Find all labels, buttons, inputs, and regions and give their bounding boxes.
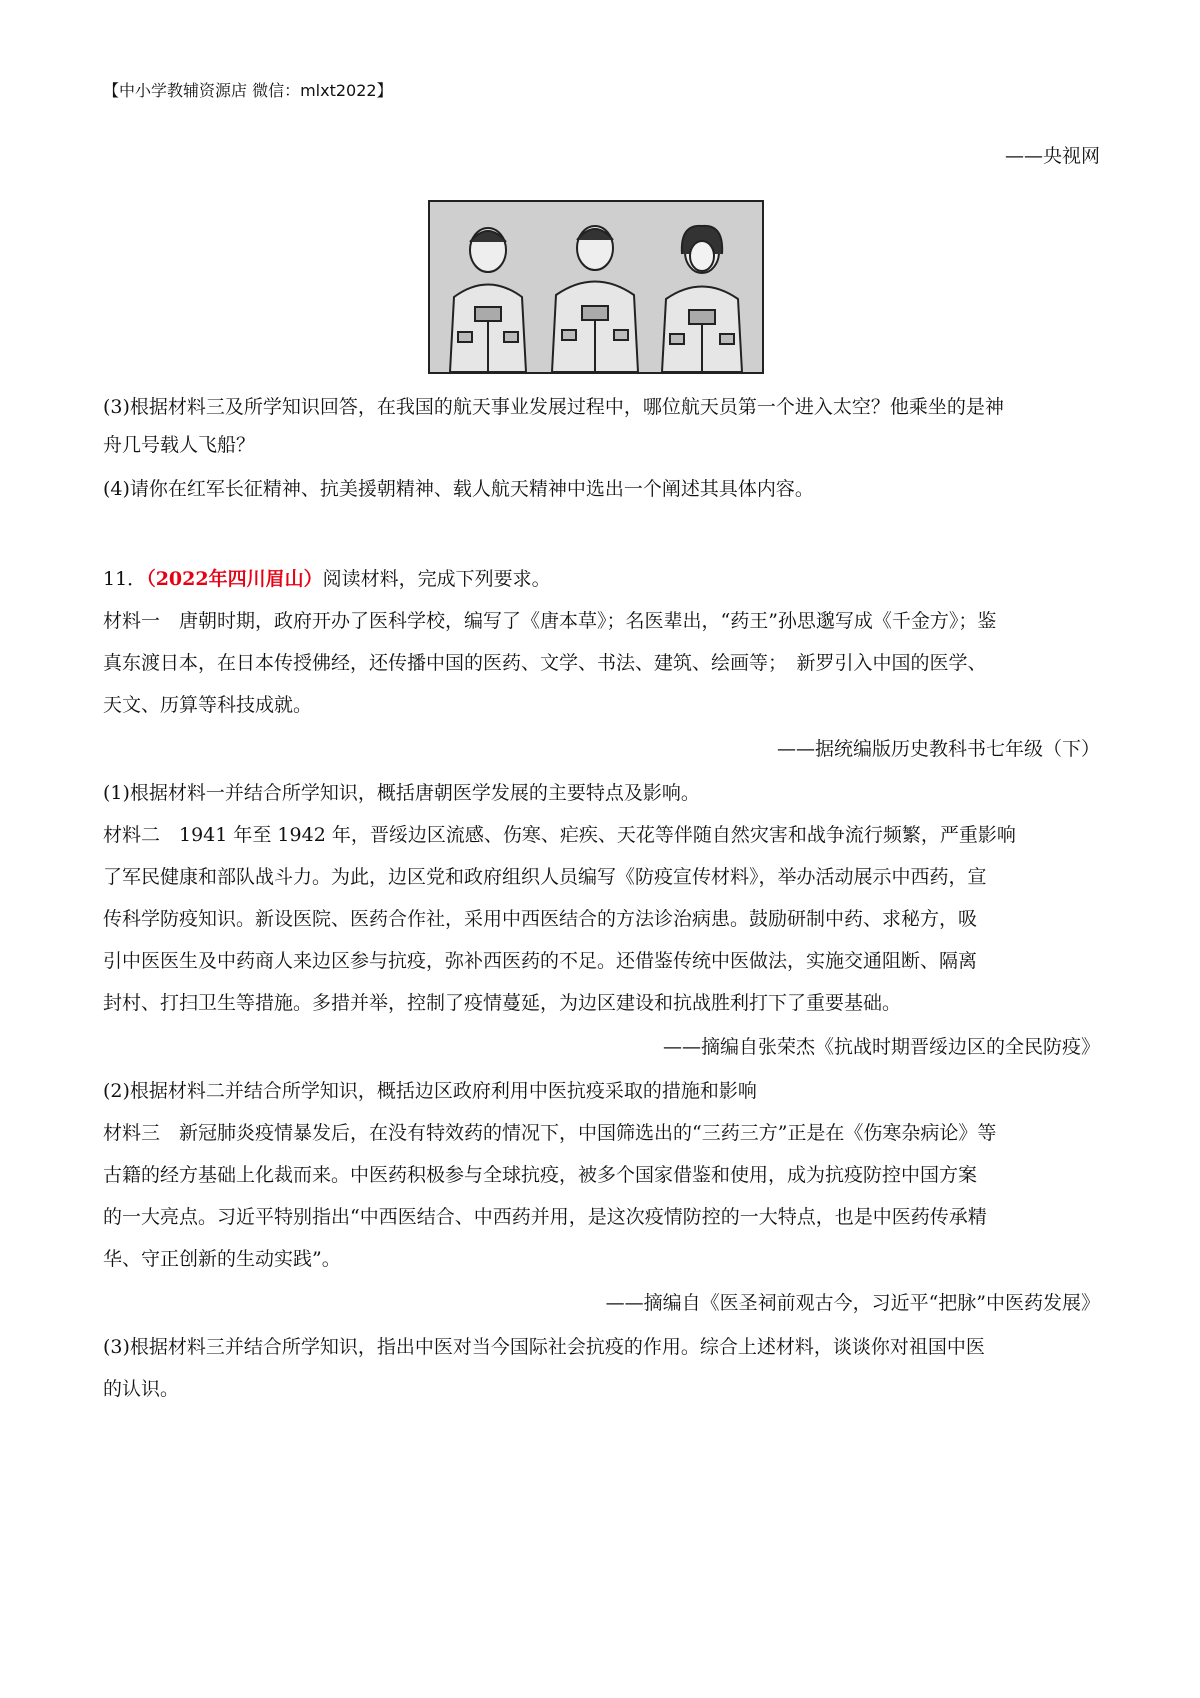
material2-source: ——摘编自张荣杰《抗战时期晋绥边区的全民防疫》 (662, 1036, 1100, 1058)
q10-4: (4)请你在红军长征精神、抗美援朝精神、载人航天精神中选出一个阐述其具体内容。 (103, 478, 814, 500)
material3-line3: 的一大亮点。习近平特别指出“中西医结合、中西药并用，是这次疫情防控的一大特点，也是中医药传承精 (103, 1206, 987, 1228)
q11-intro: 阅读材料，完成下列要求。 (322, 568, 551, 590)
material3-source: ——摘编自《医圣祠前观古今，习近平“把脉”中医药发展》 (605, 1292, 1100, 1314)
astronaut-photo (428, 200, 764, 374)
material1-line2: 真东渡日本，在日本传授佛经，还传播中国的医药、文学、书法、建筑、绘画等； 新罗引入中国的医学、 (103, 652, 987, 674)
material1-line1: 材料一 唐朝时期，政府开办了医科学校，编写了《唐本草》；名医辈出，“药王”孙思邈写成《千金方》；鉴 (103, 610, 997, 632)
q11-1: (1)根据材料一并结合所学知识，概括唐朝医学发展的主要特点及影响。 (103, 782, 700, 804)
q10-3-line1: (3)根据材料三及所学知识回答，在我国的航天事业发展过程中，哪位航天员第一个进入太空？他乘坐的是神 (103, 396, 1004, 418)
q11-3-line1: (3)根据材料三并结合所学知识，指出中医对当今国际社会抗疫的作用。综合上述材料，谈谈你对祖国中医 (103, 1336, 985, 1358)
material3-line1: 材料三 新冠肺炎疫情暴发后，在没有特效药的情况下，中国筛选出的“三药三方”正是在《伤寒杂病论》等 (103, 1122, 997, 1144)
astronauts-image-icon (430, 202, 762, 372)
material3-line4: 华、守正创新的生动实践”。 (103, 1248, 341, 1270)
q11-3-line2: 的认识。 (103, 1378, 180, 1400)
material2-line5: 封村、打扫卫生等措施。多措并举，控制了疫情蔓延，为边区建设和抗战胜利打下了重要基础。 (103, 992, 902, 1014)
q11-heading (103, 566, 1098, 592)
q10-3-line2: 舟几号载人飞船？ (103, 434, 256, 456)
q11-number: 11． (103, 568, 147, 590)
source-cctv: ——央视网 (1004, 145, 1100, 167)
material2-line1: 材料二 1941 年至 1942 年，晋绥边区流感、伤寒、疟疾、天花等伴随自然灾害和战争流行频繁，严重影响 (103, 824, 1016, 846)
material3-line2: 古籍的经方基础上化裁而来。中医药积极参与全球抗疫，被多个国家借鉴和使用，成为抗疫防控中国方案 (103, 1164, 978, 1186)
material1-line3: 天文、历算等科技成就。 (103, 694, 313, 716)
q11-2: (2)根据材料二并结合所学知识，概括边区政府利用中医抗疫采取的措施和影响 (103, 1080, 757, 1102)
material2-line4: 引中医医生及中药商人来边区参与抗疫，弥补西医药的不足。还借鉴传统中医做法，实施交通阻断、隔离 (103, 950, 978, 972)
q11-source-tag: （2022年四川眉山） (146, 568, 323, 590)
material1-source: ——据统编版历史教科书七年级（下） (776, 738, 1100, 760)
material2-line3: 传科学防疫知识。新设医院、医药合作社，采用中西医结合的方法诊治病患。鼓励研制中药、求秘方，吸 (103, 908, 978, 930)
watermark-header: 【中小学教辅资源店 微信：mlxt2022】 (103, 81, 393, 100)
material2-line2: 了军民健康和部队战斗力。为此，边区党和政府组织人员编写《防疫宣传材料》，举办活动展示中西药，宣 (103, 866, 987, 888)
